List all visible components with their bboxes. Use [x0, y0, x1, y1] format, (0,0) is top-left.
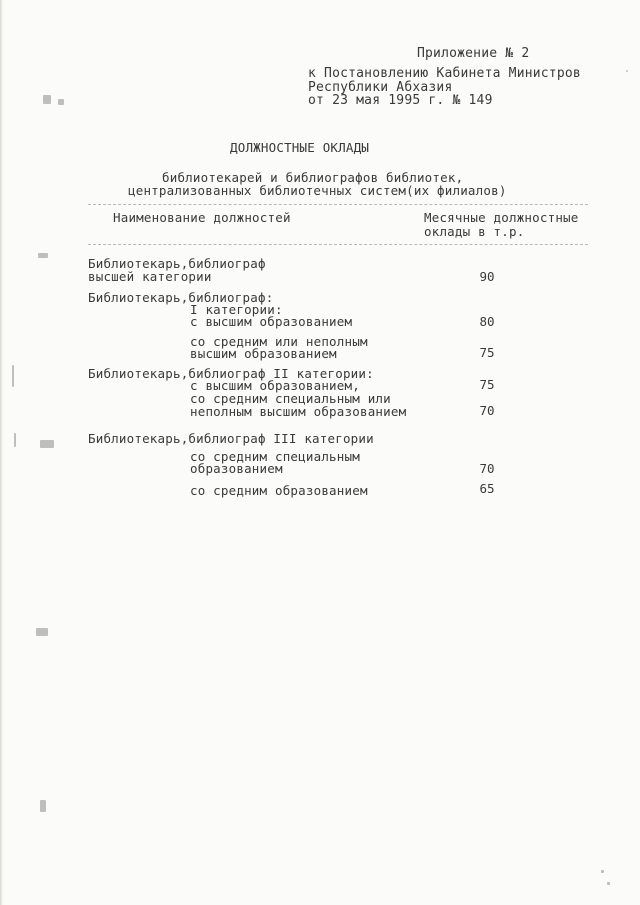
decree-line-1: к Постановлению Кабинета Министров [308, 66, 581, 81]
table-row-value: 90 [479, 269, 495, 284]
scan-mark [38, 253, 48, 258]
table-row-text: с высшим образованием, [190, 378, 360, 393]
decree-line-2: Республики Абхазия [308, 80, 453, 95]
table-row-value: 65 [479, 481, 495, 496]
table-row-text: Библиотекарь,библиограф III категории [88, 431, 374, 446]
table-top-rule [88, 204, 588, 205]
table-row-value: 75 [479, 377, 495, 392]
scan-mark [14, 433, 16, 447]
table-row-text: Библиотекарь,библиограф II категории: [88, 366, 374, 381]
table-row-text: высшим образованием [190, 346, 337, 361]
table-row-text: образованием [190, 461, 283, 476]
scan-mark [43, 95, 51, 104]
subtitle-line-1: библиотекарей и библиографов библиотек, [162, 170, 464, 185]
scan-mark [36, 628, 48, 636]
table-row-text: неполным высшим образованием [190, 404, 407, 419]
subtitle-line-2: централизованных библиотечных систем(их филиалов) [128, 183, 507, 198]
scan-mark [601, 870, 604, 873]
scan-mark [12, 365, 14, 387]
table-row-value: 80 [479, 314, 495, 329]
scan-mark [58, 99, 64, 105]
table-row-text: со средним специальным [190, 449, 360, 464]
appendix-label: Приложение № 2 [417, 46, 530, 61]
table-row-text: I категории: [190, 302, 283, 317]
scan-edge [0, 0, 3, 905]
table-row-text: со средним образованием [190, 483, 368, 498]
decree-line-3: от 23 мая 1995 г. № 149 [308, 93, 493, 108]
table-row-text: с высшим образованием [190, 314, 353, 329]
column-header-salary-line-1: Месячные должностные [424, 210, 579, 225]
table-row-text: Библиотекарь,библиограф: [88, 290, 274, 305]
table-row-text: высшей категории [88, 269, 212, 284]
table-row-value: 70 [479, 461, 495, 476]
scan-mark [607, 882, 610, 885]
scan-mark [40, 800, 46, 812]
scan-mark [626, 70, 628, 72]
document-title: ДОЛЖНОСТНЫЕ ОКЛАДЫ [230, 140, 370, 155]
table-row-text: со средним специальным или [190, 391, 391, 406]
scan-mark [40, 440, 54, 448]
column-header-salary-line-2: оклады в т.р. [424, 224, 525, 239]
table-row-value: 75 [479, 345, 495, 360]
table-row-text: со средним или неполным [190, 334, 368, 349]
column-header-position: Наименование должностей [113, 210, 291, 225]
table-row-value: 70 [479, 403, 495, 418]
table-row-text: Библиотекарь,библиограф [88, 256, 266, 271]
table-header-rule [88, 244, 588, 245]
